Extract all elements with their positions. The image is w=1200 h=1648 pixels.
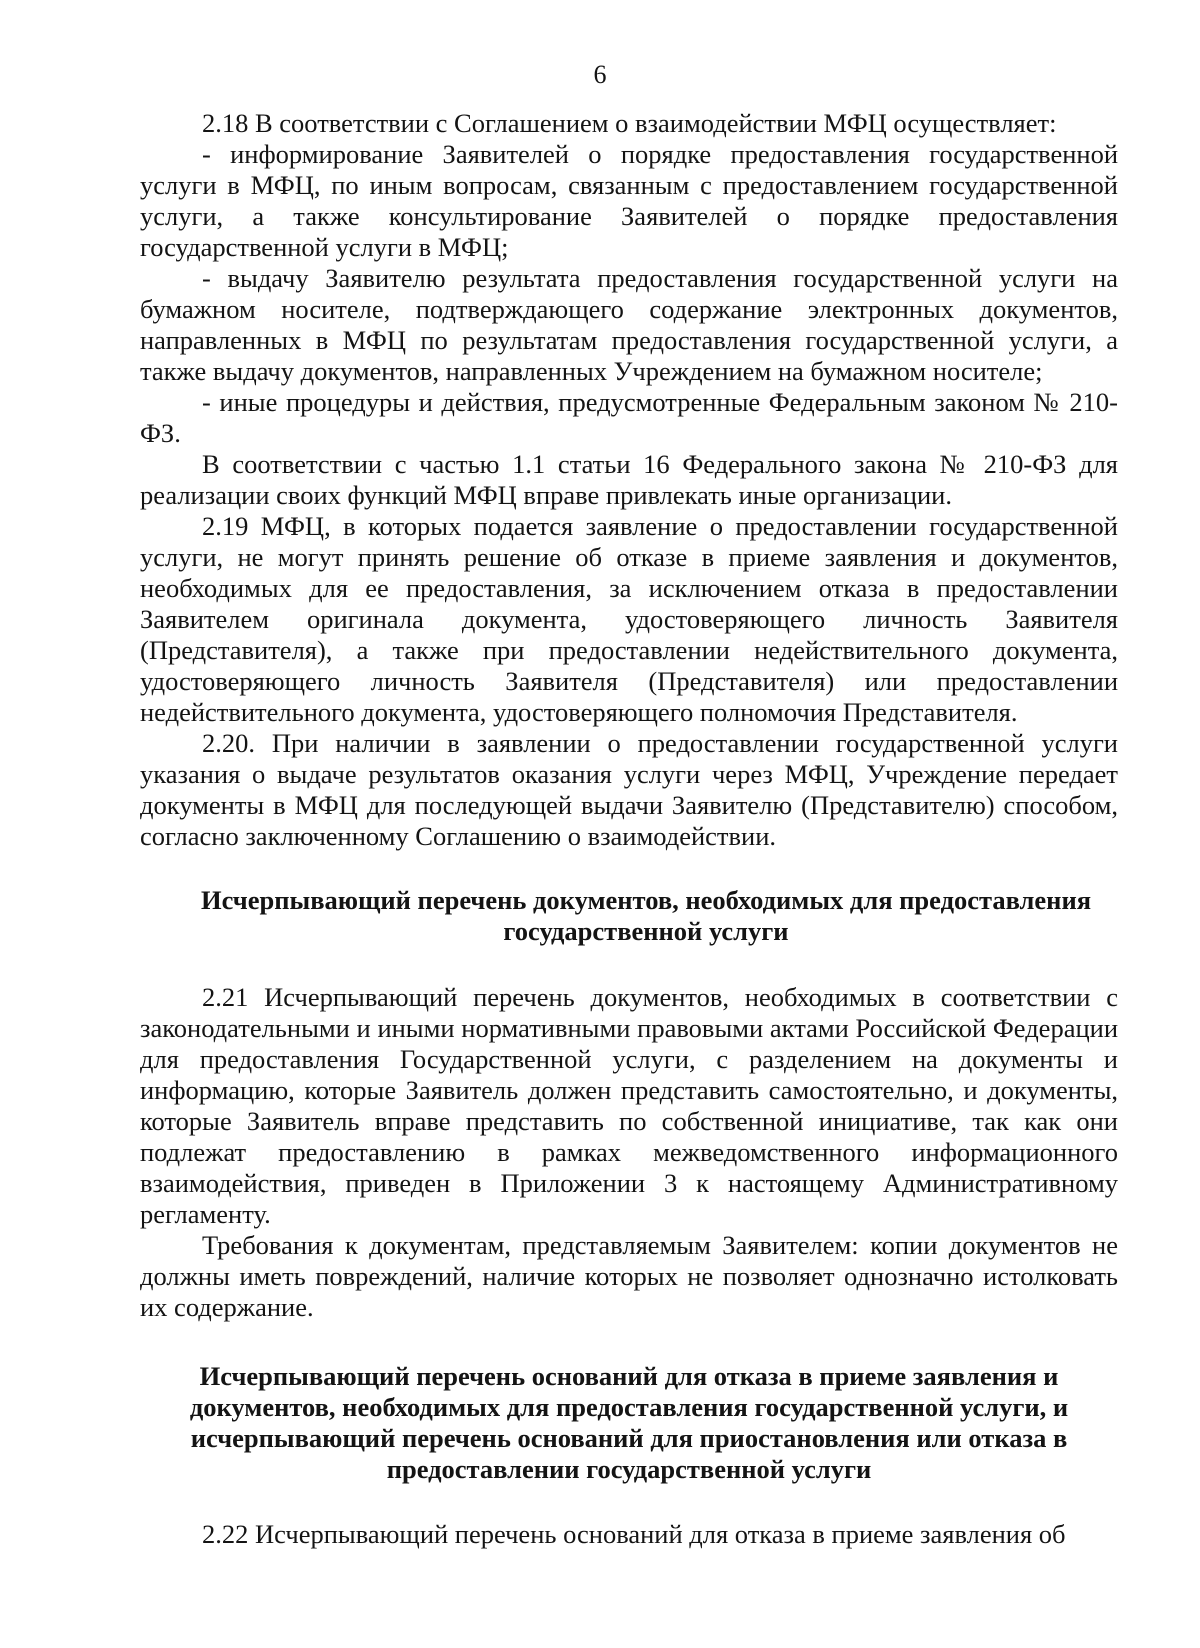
paragraph-2-18: 2.18 В соответствии с Соглашением о взаимодействии МФЦ осуществляет: [202,108,1057,138]
paragraph-2-20: 2.20. При наличии в заявлении о предоставлении государственной услуги указания о выдаче результатов оказания услуги через МФЦ, Учреждение передает документы в МФЦ для последующей выдачи Заявителю (Представителю) способом, согласно заключенному Соглашению о взаимодействии. [140,728,1118,851]
document-body [140,108,1118,1550]
paragraph-2-21: 2.21 Исчерпывающий перечень документов, необходимых в соответствии с законодательными и иными нормативными правовыми актами Российской Федерации для предоставления Государственной услуги, с разделением на документы и информацию, которые Заявитель должен представить самостоятельно, и документы, которые Заявитель вправе представить по собственной инициативе, так как они подлежат предоставлению в рамках межведомственного информационного взаимодействия, приведен в Приложении 3 к настоящему Административному регламенту. [140,982,1118,1229]
paragraph-document-requirements: Требования к документам, представляемым Заявителем: копии документов не должны иметь повреждений, наличие которых не позволяет однозначно истолковать их содержание. [140,1230,1118,1322]
paragraph-2-22: 2.22 Исчерпывающий перечень оснований для отказа в приеме заявления об [202,1519,1066,1549]
paragraph-informing: - информирование Заявителей о порядке предоставления государственной услуги в МФЦ, по иным вопросам, связанным с предоставлением государственной услуги, а также консультирование Заявителей о порядке предоставления государственной услуги в МФЦ; [140,139,1118,262]
paragraph-article-16: В соответствии с частью 1.1 статьи 16 Федерального закона № 210-ФЗ для реализации своих функций МФЦ вправе привлекать иные организации. [140,449,1118,510]
section-heading-documents: Исчерпывающий перечень документов, необходимых для предоставления государственной услуги [200,885,1092,946]
page-number: 6 [593,60,607,89]
paragraph-2-19: 2.19 МФЦ, в которых подается заявление о предоставлении государственной услуги, не могут принять решение об отказе в приеме заявления и документов, необходимых для ее предоставления, за исключением отказа в предоставлении Заявителем оригинала документа, удостоверяющего личность Заявителя (Представителя), а также при предоставлении недействительного документа, удостоверяющего личность Заявителя (Представителя) или предоставлении недействительного документа, удостоверяющего полномочия Представителя. [140,511,1118,727]
paragraph-issuing-result: - выдачу Заявителю результата предоставления государственной услуги на бумажном носителе, подтверждающего содержание электронных документов, направленных в МФЦ по результатам предоставления государственной услуги, а также выдачу документов, направленных Учреждением на бумажном носителе; [140,263,1118,386]
section-heading-refusal-grounds: Исчерпывающий перечень оснований для отказа в приеме заявления и документов, необходимых для предоставления государственной услуги, и исчерпывающий перечень оснований для приостановления или отказа в предоставлении государственной услуги [189,1361,1069,1484]
paragraph-other-procedures: - иные процедуры и действия, предусмотренные Федеральным законом № 210-ФЗ. [140,387,1118,448]
